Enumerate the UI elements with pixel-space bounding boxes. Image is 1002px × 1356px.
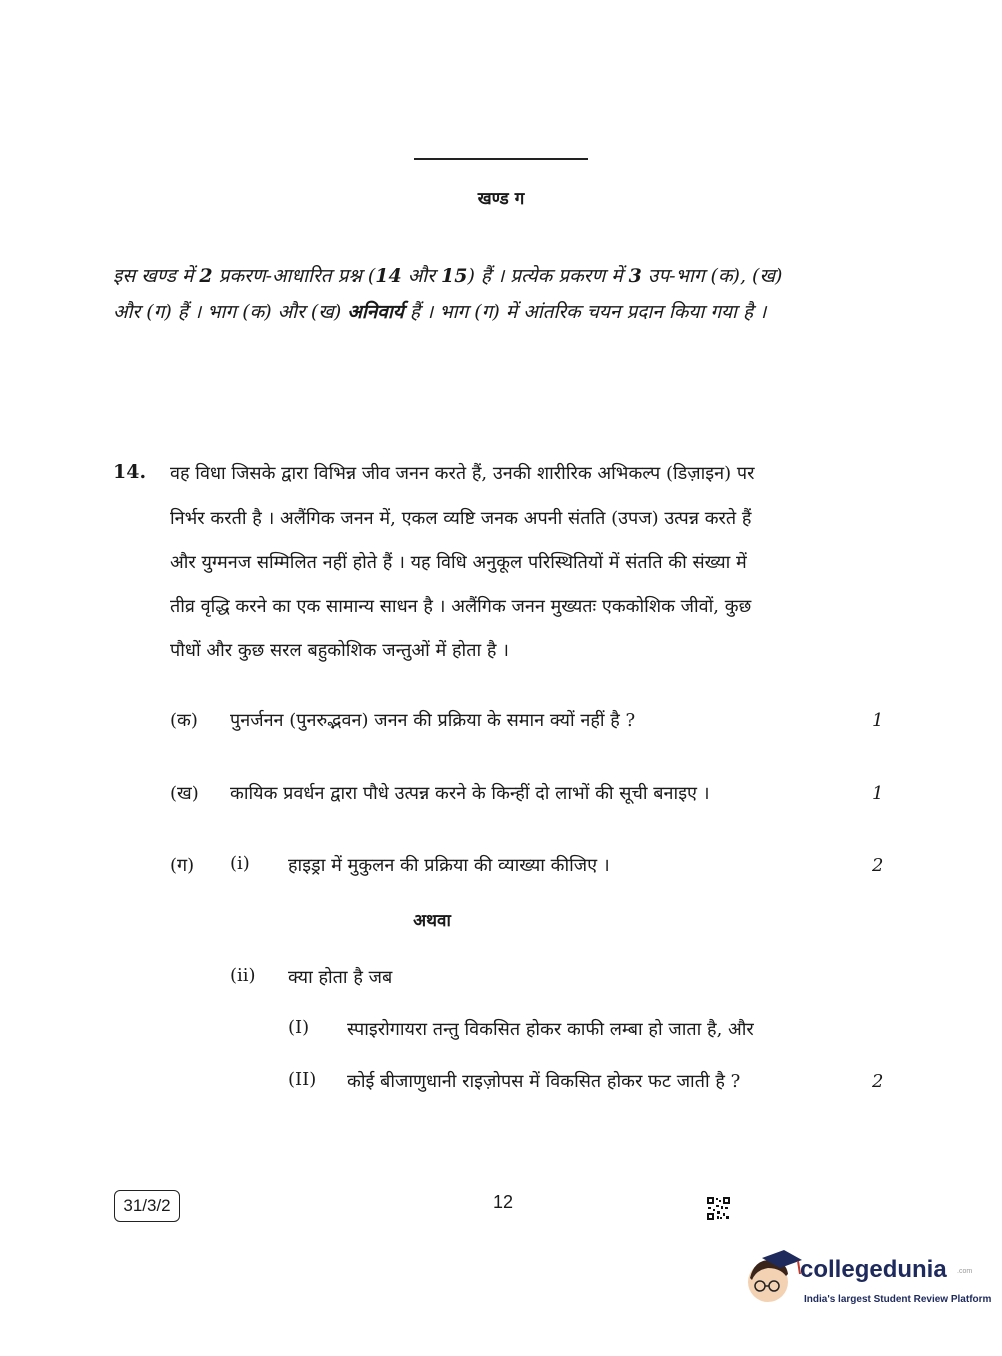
page-number: 12 — [492, 1192, 514, 1212]
brand-suffix: .com — [957, 1268, 973, 1275]
sub-II-label: (II) — [288, 1069, 317, 1090]
part-a-label: (क) — [170, 710, 198, 731]
part-c-ii-text: क्या होता है जब — [288, 967, 393, 988]
brand-name: collegedunia — [800, 1256, 947, 1283]
sub-I-label: (I) — [288, 1017, 310, 1038]
sub-II-text: कोई बीजाणुधानी राइज़ोपस में विकसित होकर फट जाती है ? — [347, 1071, 741, 1092]
section-title: खण्ड ग — [477, 189, 525, 209]
or-label: अथवा — [413, 911, 451, 931]
brand-tagline: India's largest Student Review Platform — [804, 1294, 992, 1305]
part-c-i-marks: 2 — [872, 855, 884, 876]
part-a-text: पुनर्जनन (पुनरुद्भवन) जनन की प्रक्रिया के समान क्यों नहीं है ? — [230, 710, 636, 731]
question-text-line: पौधों और कुछ सरल बहुकोशिक जन्तुओं में होता है । — [170, 640, 509, 661]
part-c-i-text: हाइड्रा में मुकुलन की प्रक्रिया की व्याख्या कीजिए । — [288, 855, 610, 876]
part-a-marks: 1 — [872, 710, 884, 731]
question-text-line: निर्भर करती है । अलैंगिक जनन में, एकल व्यष्टि जनक अपनी संतति (उपज) उत्पन्न करते हैं — [170, 508, 752, 529]
question-text-line: तीव्र वृद्धि करने का एक सामान्य साधन है । अलैंगिक जनन मुख्यतः एककोशिक जीवों, कुछ — [170, 596, 752, 617]
part-c-i-label: (i) — [230, 853, 250, 874]
question-text-line: वह विधा जिसके द्वारा विभिन्न जीव जनन करते हैं, उनकी शारीरिक अभिकल्प (डिज़ाइन) पर — [170, 463, 755, 484]
part-c-ii-label: (ii) — [230, 965, 256, 986]
question-number: 14. — [113, 461, 147, 483]
part-b-text: कायिक प्रवर्धन द्वारा पौधे उत्पन्न करने के किन्हीं दो लाभों की सूची बनाइए । — [230, 783, 710, 804]
instructions-line-1: इस खण्ड में 2 प्रकरण-आधारित प्रश्न (14 और 15) हैं । प्रत्येक प्रकरण में 3 उप-भाग (क), (ख) — [113, 265, 783, 287]
sub-I-text: स्पाइरोगायरा तन्तु विकसित होकर काफी लम्बा हो जाता है, और — [347, 1019, 754, 1040]
part-b-label: (ख) — [170, 783, 199, 804]
qr-code-icon — [707, 1197, 730, 1220]
top-rule — [414, 158, 588, 160]
part-c-ii-marks: 2 — [872, 1071, 884, 1092]
part-b-marks: 1 — [872, 783, 884, 804]
paper-code: 31/3/2 — [123, 1196, 171, 1215]
instructions-line-2: और (ग) हैं । भाग (क) और (ख) अनिवार्य हैं । भाग (ग) में आंतरिक चयन प्रदान किया गया है । — [113, 301, 767, 323]
paper-code-box — [114, 1190, 180, 1222]
part-c-label: (ग) — [170, 855, 195, 876]
question-text-line: और युग्मनज सम्मिलित नहीं होते हैं । यह विधि अनुकूल परिस्थितियों में संतति की संख्या में — [170, 552, 747, 573]
